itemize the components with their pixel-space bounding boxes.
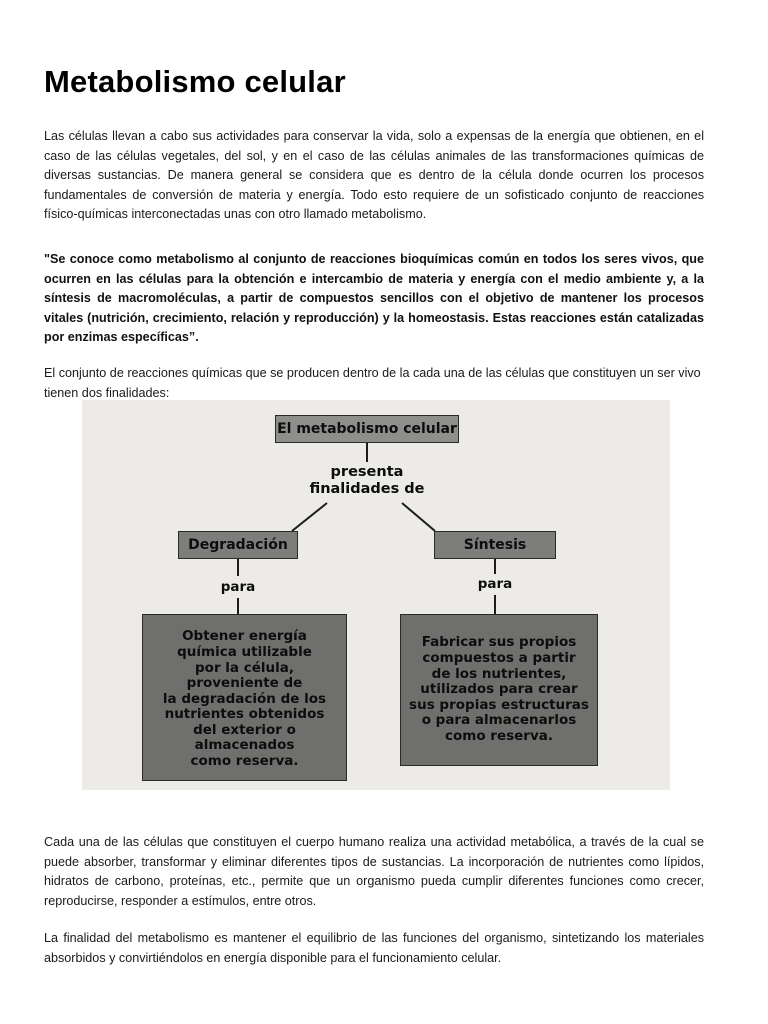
node-connector-text: presenta finalidades de bbox=[309, 464, 425, 497]
connector-mid-left bbox=[292, 503, 327, 531]
page-title: Metabolismo celular bbox=[44, 64, 346, 99]
node-left-link: para bbox=[220, 579, 256, 595]
node-left-result: Obtener energía química utilizable por la célula, proveniente de la degradación de los nutrientes obtenidos del exterior o almacenados como reserva. bbox=[142, 614, 347, 781]
node-sintesis: Síntesis bbox=[434, 531, 556, 559]
purposes-paragraph: El conjunto de reacciones químicas que se producen dentro de la cada una de las células que constituyen un ser vivo tienen dos finalidades: bbox=[44, 366, 701, 400]
intro-paragraph: Las células llevan a cabo sus actividades para conservar la vida, solo a expensas de la energía que obtienen, en el caso de las células vegetales, del sol, y en el caso de las células animales de las transformaciones químicas de diversas sustancias. De manera general se considera que es dentro de la célula donde ocurren los procesos fundamentales de conversión de materia y energía. Todo esto requiere de un sofisticado conjunto de reacciones físico-químicas interconectadas unas con otro llamado metabolismo. bbox=[44, 129, 704, 221]
cell-activity-paragraph: Cada una de las células que constituyen el cuerpo humano realiza una actividad metabólica, a través de la cual se puede absorber, transformar y eliminar diferentes tipos de sustancias. La incorporación de nutrientes como lípidos, hidratos de carbono, proteínas, etc., permite que un organismo pueda cumplir diferentes funciones como crecer, reproducirse, responder a estímulos, entre otros. bbox=[44, 835, 704, 908]
definition-quote: "Se conoce como metabolismo al conjunto de reacciones bioquímicas común en todos los seres vivos, que ocurren en las células para la obtención e intercambio de materia y energía con el medio ambiente y, a la síntesis de macromoléculas, a partir de compuestos sencillos con el objetivo de mantener los procesos vitales (nutrición, crecimiento, relación y reproducción) y la homeostasis. Estas reacciones están catalizadas por enzimas específicas”. bbox=[44, 252, 704, 344]
metabolism-concept-map bbox=[82, 400, 670, 790]
conclusion-paragraph: La finalidad del metabolismo es mantener el equilibrio de las funciones del organismo, sintetizando los materiales absorbidos y convirtiéndolos en energía disponible para el funcionamiento celular. bbox=[44, 931, 704, 965]
node-right-link: para bbox=[477, 576, 513, 592]
node-right-result: Fabricar sus propios compuestos a partir de los nutrientes, utilizados para crear sus propias estructuras o para almacenarlos como reserva. bbox=[400, 614, 598, 766]
connector-mid-right bbox=[402, 503, 435, 531]
node-degradacion: Degradación bbox=[178, 531, 298, 559]
node-root: El metabolismo celular bbox=[275, 415, 459, 443]
